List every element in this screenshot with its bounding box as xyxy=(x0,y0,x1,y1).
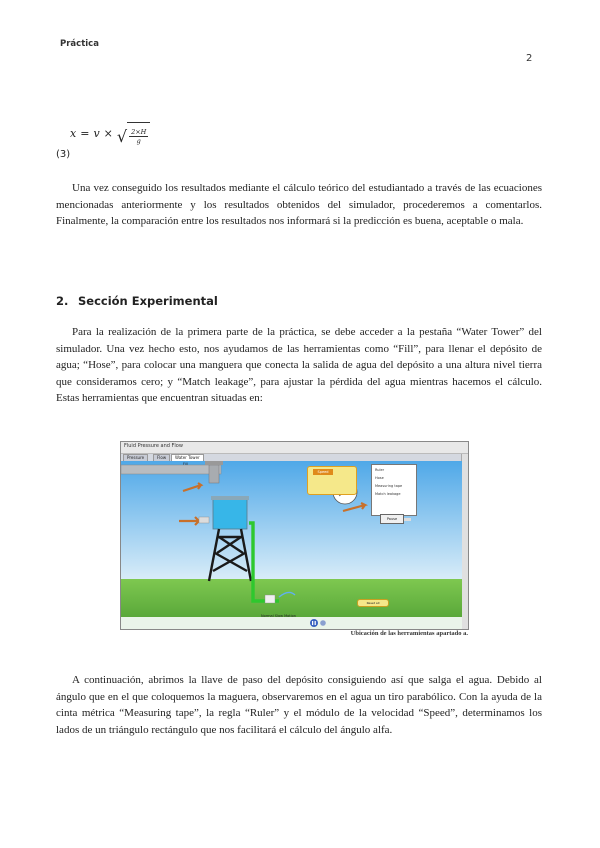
sim-tool-measuring-tape[interactable]: Measuring tape xyxy=(375,484,403,488)
sim-pause-button[interactable]: Pause xyxy=(380,514,404,524)
sim-tab-water-tower[interactable]: Water Tower xyxy=(171,454,204,462)
sim-tab-flow[interactable]: Flow xyxy=(153,454,170,462)
simulator-screenshot xyxy=(120,441,469,630)
formula-3 xyxy=(70,122,150,145)
sim-fill-label[interactable]: Fill xyxy=(183,462,188,466)
fraction-denominator: g xyxy=(136,137,141,145)
formula-times: × xyxy=(103,127,113,140)
sim-scrollbar[interactable] xyxy=(461,454,468,629)
formula-v: v xyxy=(93,127,100,140)
sim-reset-button[interactable]: Reset all xyxy=(357,599,389,607)
paragraph-conclusion-text: A continuación, abrimos la llave de paso del depósito consiguiendo así que salga el agua. Debido al ángulo que en el que coloquemos la maguera, observaremos en el agua un tiro parabólico. Con la ayuda de la cinta métrica “Measuring tape”, la regla “Ruler” y el módulo de la velocidad “Speed”, determinamos los lados de un triángulo rectángulo que nos facilitará el cálculo del ángulo alfa. xyxy=(56,674,542,736)
formula-fraction xyxy=(129,128,148,145)
section-title: Sección Experimental xyxy=(78,294,218,308)
sim-speed-label: Speed xyxy=(313,469,333,475)
paragraph-experimental-text: Para la realización de la primera parte de la práctica, se debe acceder a la pestaña “Water Tower” del simulador. Una vez hecho esto, nos ayudamos de las herramientas como “Fill”, para llenar el depósito de agua; “Hose”, para colocar una manguera que conecta la salida de agua del depósito a una altura nivel tierra que consideramos cero; y “Match leakage”, para ajustar la pérdida del agua mientras hacemos el cálculo. Estas herramientas que encuentran situadas en: xyxy=(56,326,542,404)
formula-equals: = xyxy=(80,127,90,140)
sim-tool-hose[interactable]: Hose xyxy=(375,476,384,480)
formula-lhs: x xyxy=(70,127,77,140)
page-header-label: Práctica xyxy=(60,39,99,49)
step-button xyxy=(320,620,326,626)
tank-lid xyxy=(211,496,249,500)
sqrt-sign: √ xyxy=(116,127,128,146)
paragraph-experimental xyxy=(56,324,542,407)
section-heading xyxy=(56,294,218,308)
play-button xyxy=(310,619,318,627)
sim-tool-ruler[interactable]: Ruler xyxy=(375,468,385,472)
sim-speed-options[interactable]: Normal Slow Motion xyxy=(261,614,296,618)
equation-number: (3) xyxy=(56,149,71,160)
paragraph-intro-text: Una vez conseguido los resultados mediante el cálculo teórico del estudiantado a través de las ecuaciones mencionadas anteriormente y los resultados obtenidos del simulador, procederemos a comentarlos. Finalmente, la comparación entre los resultados nos informará si la predicción es buena, aceptable o mala. xyxy=(56,182,542,227)
grass xyxy=(121,579,462,617)
sim-titlebar xyxy=(121,442,468,454)
sim-tab-pressure[interactable]: Pressure xyxy=(123,454,148,462)
formula-sqrt xyxy=(117,122,150,145)
section-number: 2. xyxy=(56,294,69,308)
fraction-numerator: 2×H xyxy=(131,128,147,136)
hose-nozzle xyxy=(265,595,275,603)
page-number: 2 xyxy=(526,53,533,64)
figure-caption: Ubicación de las herramientas apartado a. xyxy=(350,630,468,637)
sim-tools-panel xyxy=(371,464,417,516)
faucet-handle xyxy=(205,461,223,465)
water-tank xyxy=(213,499,247,529)
paragraph-intro xyxy=(56,180,542,230)
faucet-spout xyxy=(209,465,219,483)
sim-window-title: Fluid Pressure and Flow xyxy=(124,443,183,449)
hose-connector xyxy=(199,517,209,523)
faucet-pipe xyxy=(121,465,221,474)
control-strip xyxy=(121,617,462,629)
sim-tool-match-leakage[interactable]: Match leakage xyxy=(375,492,401,496)
paragraph-conclusion xyxy=(56,672,542,738)
